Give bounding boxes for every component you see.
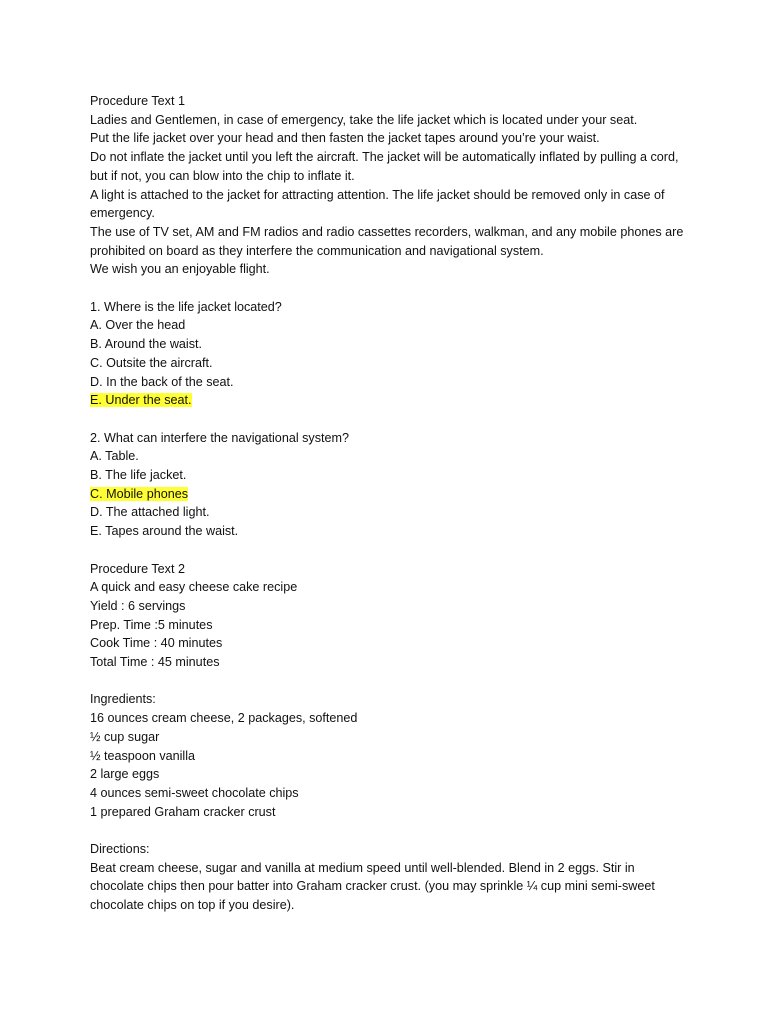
recipe-cook-time: Cook Time : 40 minutes	[90, 636, 223, 651]
ingredients-heading: Ingredients:	[90, 692, 156, 707]
q2-option-b: B. The life jacket.	[90, 468, 187, 483]
q1-option-a: A. Over the head	[90, 318, 186, 333]
text1-paragraph: We wish you an enjoyable flight.	[90, 262, 270, 277]
spacer	[90, 410, 690, 429]
answer-highlight: E. Under the seat.	[90, 393, 192, 408]
recipe-total-time: Total Time : 45 minutes	[90, 655, 220, 670]
question-2: 2. What can interfere the navigational system?	[90, 430, 350, 445]
ingredient-item: 1 prepared Graham cracker crust	[90, 804, 276, 819]
spacer	[90, 279, 690, 298]
directions-heading: Directions:	[90, 842, 150, 857]
recipe-title: A quick and easy cheese cake recipe	[90, 580, 298, 595]
text1-paragraph: Do not inflate the jacket until you left the aircraft. The jacket will be automatically inflated by pulling a cord, but if not, you can blow into the chip to inflate it.	[90, 150, 679, 183]
q1-option-b: B. Around the waist.	[90, 337, 203, 352]
answer-highlight: C. Mobile phones	[90, 486, 189, 501]
text2-title: Procedure Text 2	[90, 561, 185, 576]
spacer	[90, 821, 690, 840]
q2-option-d: D. The attached light.	[90, 505, 210, 520]
ingredient-item: 4 ounces semi-sweet chocolate chips	[90, 785, 299, 800]
ingredient-item: ½ cup sugar	[90, 729, 160, 744]
spacer	[90, 541, 690, 560]
document-page	[90, 92, 690, 915]
spacer	[90, 672, 690, 691]
q1-option-c: C. Outsite the aircraft.	[90, 355, 213, 370]
directions-text: Beat cream cheese, sugar and vanilla at medium speed until well-blended. Blend in 2 eggs. Stir in chocolate chips then pour batter into Graham cracker crust. (you may sprinkle ¼ cup mini semi-sweet chocolate chips on top if you desire).	[90, 860, 655, 913]
ingredient-item: 2 large eggs	[90, 767, 160, 782]
text1-paragraph: Put the life jacket over your head and then fasten the jacket tapes around you’re your waist.	[90, 131, 600, 146]
ingredient-item: ½ teaspoon vanilla	[90, 748, 196, 763]
q2-option-c-answer	[90, 485, 690, 504]
recipe-yield: Yield : 6 servings	[90, 598, 186, 613]
text1-paragraph: Ladies and Gentlemen, in case of emergency, take the life jacket which is located under your seat.	[90, 112, 638, 127]
q2-option-a: A. Table.	[90, 449, 139, 464]
ingredient-item: 16 ounces cream cheese, 2 packages, softened	[90, 711, 358, 726]
q2-option-e: E. Tapes around the waist.	[90, 524, 239, 539]
recipe-prep-time: Prep. Time :5 minutes	[90, 617, 213, 632]
q1-option-e-answer	[90, 391, 690, 410]
q1-option-d: D. In the back of the seat.	[90, 374, 234, 389]
question-1: 1. Where is the life jacket located?	[90, 299, 282, 314]
text1-paragraph: A light is attached to the jacket for attracting attention. The life jacket should be removed only in case of emergency.	[90, 187, 665, 221]
text1-title: Procedure Text 1	[90, 94, 185, 108]
text1-paragraph: The use of TV set, AM and FM radios and radio cassettes recorders, walkman, and any mobile phones are prohibited on board as they interfere the communication and navigational system.	[90, 224, 684, 258]
